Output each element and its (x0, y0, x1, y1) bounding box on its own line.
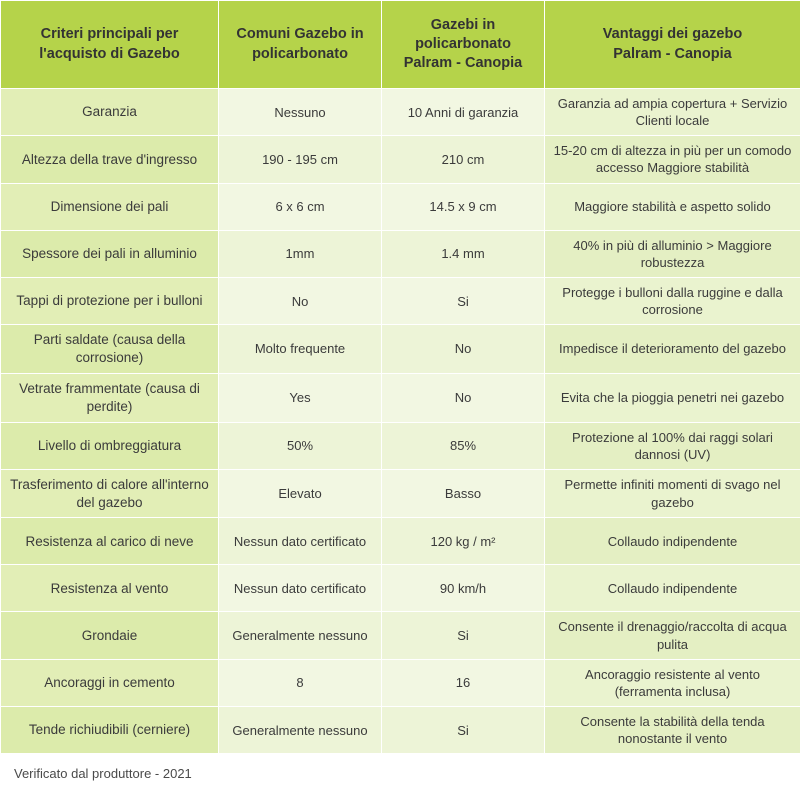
table-row (1, 373, 800, 422)
benefit-line1: Collaudo indipendente (607, 533, 738, 549)
row-common-value: Nessun dato certificato (219, 518, 382, 565)
column-header-advantages (545, 1, 800, 89)
row-common-value: 8 (219, 659, 382, 706)
benefit-line2: comodo accesso Maggiore stabilità (595, 143, 792, 176)
row-common-value: 50% (219, 422, 382, 469)
criterion-line1: Tende richiudibili (cerniere) (28, 722, 191, 738)
table-row (1, 659, 800, 706)
column-header-palram-gazebo (382, 1, 545, 89)
row-palram-value: No (382, 325, 545, 374)
row-criterion (1, 518, 219, 565)
benefit-line1: Impedisce il deterioramento del gazebo (559, 341, 786, 357)
row-benefit (545, 518, 800, 565)
benefit-line2: dannosi (UV) (634, 446, 711, 462)
row-common-value: Generalmente nessuno (219, 707, 382, 754)
criterion-line1: Resistenza al carico di neve (25, 533, 194, 549)
criterion-line1: Vetrate frammentate (19, 380, 142, 396)
row-palram-value: 14.5 x 9 cm (382, 183, 545, 230)
row-palram-value: Si (382, 612, 545, 659)
benefit-line2: gazebo (651, 494, 694, 510)
benefit-line1: Evita che la pioggia penetri nei gazebo (560, 390, 785, 406)
criterion-line1: Parti saldate (33, 332, 109, 348)
criterion-line1: Garanzia (82, 104, 137, 120)
row-benefit (545, 565, 800, 612)
row-benefit (545, 230, 800, 277)
benefit-line1: Garanzia ad ampia copertura + (557, 96, 738, 111)
row-palram-value: 1.4 mm (382, 230, 545, 277)
row-criterion (1, 707, 219, 754)
row-benefit (545, 707, 800, 754)
benefit-line1: Maggiore stabilità e aspetto solido (574, 199, 771, 215)
row-palram-value: 10 Anni di garanzia (382, 89, 545, 136)
row-criterion (1, 565, 219, 612)
benefit-line1: 40% in più di alluminio (573, 237, 703, 253)
criterion-line1: Altezza della trave d'ingresso (21, 151, 198, 167)
criterion-line2: del gazebo (76, 494, 143, 510)
row-benefit (545, 325, 800, 374)
row-criterion (1, 373, 219, 422)
table-row (1, 89, 800, 136)
row-criterion (1, 469, 219, 518)
row-palram-value: 210 cm (382, 136, 545, 183)
table-row (1, 183, 800, 230)
benefit-line2: (ferramenta inclusa) (614, 683, 731, 699)
row-benefit (545, 373, 800, 422)
row-common-value: Nessuno (219, 89, 382, 136)
row-palram-value: 90 km/h (382, 565, 545, 612)
row-criterion (1, 136, 219, 183)
column-header-criteria-line2: l'acquisto di Gazebo (39, 45, 180, 62)
row-criterion (1, 612, 219, 659)
column-header-common-gazebo-line1: Comuni Gazebo in (236, 26, 364, 43)
row-common-value: Nessun dato certificato (219, 565, 382, 612)
footnote: Verificato dal produttore - 2021 (14, 766, 192, 782)
row-palram-value: Si (382, 277, 545, 324)
row-common-value: 6 x 6 cm (219, 183, 382, 230)
benefit-line1: Collaudo indipendente (607, 580, 738, 596)
benefit-line2: Servizio Clienti locale (635, 96, 788, 129)
row-palram-value: Si (382, 707, 545, 754)
column-header-criteria-line1: Criteri principali per (40, 26, 179, 43)
benefit-line1: Permette infiniti momenti di svago nel (564, 477, 781, 493)
criterion-line2: (causa della corrosione) (75, 332, 186, 366)
benefit-line1: Consente la stabilità della tenda (580, 714, 765, 730)
row-common-value: No (219, 277, 382, 324)
row-common-value: 190 - 195 cm (219, 136, 382, 183)
benefit-line2: nonostante il vento (617, 731, 728, 747)
table-row (1, 518, 800, 565)
row-criterion (1, 277, 219, 324)
row-benefit (545, 89, 800, 136)
benefit-line2: corrosione (642, 302, 703, 318)
benefit-line1: Protegge i bulloni dalla ruggine e dalla (562, 284, 783, 300)
row-benefit (545, 183, 800, 230)
benefit-line2: di acqua pulita (656, 619, 787, 652)
benefit-line1: Ancoraggio resistente al vento (585, 666, 760, 682)
table-row (1, 230, 800, 277)
row-palram-value: 85% (382, 422, 545, 469)
row-criterion (1, 89, 219, 136)
table-row (1, 136, 800, 183)
criterion-line1: Tappi di protezione (16, 293, 130, 309)
criterion-line1: Ancoraggi in cemento (44, 675, 175, 690)
row-common-value: Generalmente nessuno (219, 612, 382, 659)
row-criterion (1, 230, 219, 277)
criterion-line1: Grondaie (81, 627, 138, 643)
column-header-criteria (1, 1, 219, 89)
row-benefit (545, 136, 800, 183)
column-header-advantages-line1: Vantaggi dei gazebo (602, 26, 743, 43)
column-header-common-gazebo (219, 1, 382, 89)
row-palram-value: Basso (382, 469, 545, 518)
table-row (1, 707, 800, 754)
row-common-value: Yes (219, 373, 382, 422)
benefit-line1: 15-20 cm di altezza in più per un (553, 143, 742, 159)
table-row (1, 277, 800, 324)
row-common-value: 1mm (219, 230, 382, 277)
benefit-line2: > Maggiore robustezza (640, 237, 772, 270)
table-row (1, 325, 800, 374)
criterion-line1: Trasferimento di calore all'interno (10, 476, 209, 492)
column-header-common-gazebo-line2: policarbonato (252, 45, 348, 62)
row-benefit (545, 277, 800, 324)
header-row (1, 1, 800, 89)
criterion-line1: Livello di ombreggiatura (37, 437, 182, 453)
column-header-advantages-line2: Palram - Canopia (613, 45, 732, 62)
row-common-value: Molto frequente (219, 325, 382, 374)
table-row (1, 565, 800, 612)
row-benefit (545, 422, 800, 469)
row-criterion (1, 183, 219, 230)
benefit-line1: Consente il drenaggio/raccolta (558, 619, 734, 635)
criterion-line1: Spessore dei pali in alluminio (22, 245, 197, 261)
row-common-value: Elevato (219, 469, 382, 518)
benefit-line1: Protezione al 100% dai raggi solari (572, 429, 773, 445)
row-criterion (1, 422, 219, 469)
criterion-line2: (causa di perdite) (86, 380, 200, 414)
criterion-line1: Dimensione dei pali (50, 198, 169, 214)
criterion-line1: Resistenza al vento (50, 580, 169, 596)
row-criterion (1, 659, 219, 706)
row-palram-value: 16 (382, 659, 545, 706)
row-criterion (1, 325, 219, 374)
table-header (1, 1, 800, 89)
table-row (1, 469, 800, 518)
row-benefit (545, 469, 800, 518)
column-header-palram-gazebo-line1: Gazebi in policarbonato (415, 16, 511, 52)
row-palram-value: 120 kg / m² (382, 518, 545, 565)
table-body (1, 89, 800, 754)
column-header-palram-gazebo-line2: Palram - Canopia (403, 55, 523, 72)
criterion-line2: per i bulloni (133, 293, 203, 309)
table-row (1, 612, 800, 659)
row-benefit (545, 612, 800, 659)
row-benefit (545, 659, 800, 706)
table-row (1, 422, 800, 469)
row-palram-value: No (382, 373, 545, 422)
